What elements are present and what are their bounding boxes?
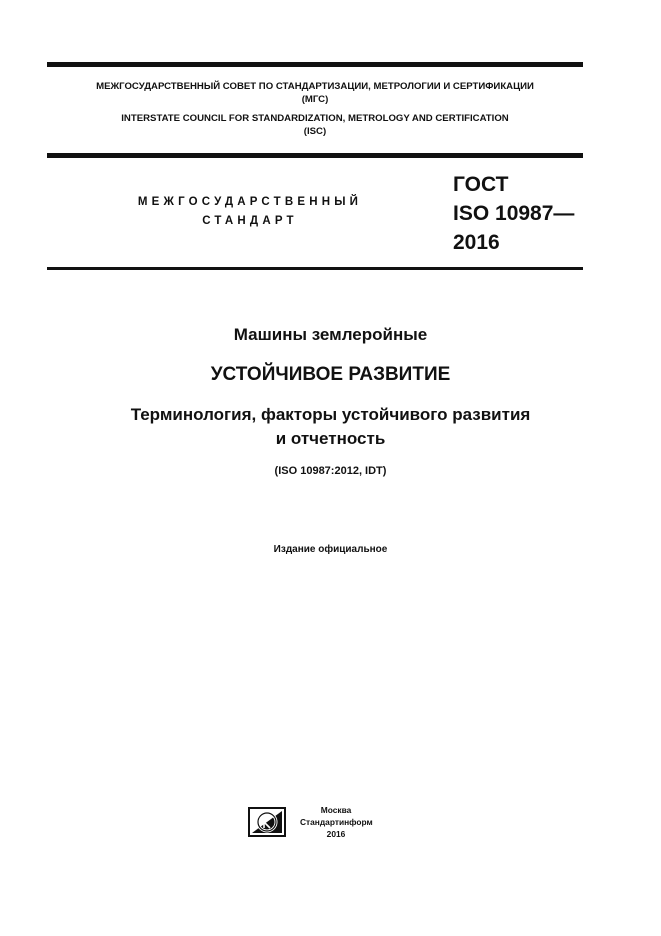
gost-designation: [453, 170, 574, 257]
publisher-name: Стандартинформ: [300, 817, 373, 827]
publisher-year: 2016: [326, 829, 346, 839]
title-line-terminology-a: Терминология, факторы устойчивого развития: [130, 405, 531, 424]
council-abbr-ru: (МГС): [301, 94, 329, 105]
title-line-sustainability: УСТОЙЧИВОЕ РАЗВИТИЕ: [210, 364, 451, 385]
title-line-machines: Машины землеройные: [233, 325, 428, 344]
standard-kind-line1: МЕЖГОСУДАРСТВЕННЫЙ: [137, 196, 363, 208]
council-name-en: INTERSTATE COUNCIL FOR STANDARDIZATION, METROLOGY AND CERTIFICATION: [121, 113, 509, 124]
council-abbr-en: (ISC): [303, 126, 327, 137]
gost-label: ГОСТ: [453, 173, 509, 196]
edition-note: Издание официальное: [273, 544, 388, 555]
publisher-city: Москва: [320, 805, 352, 815]
designation-bottom-rule: [47, 267, 583, 270]
iso-reference: (ISO 10987:2012, IDT): [274, 465, 387, 477]
publisher-info: [300, 804, 372, 840]
top-rule: [47, 62, 583, 67]
standard-kind-line2: СТАНДАРТ: [202, 215, 298, 227]
council-name-ru: МЕЖГОСУДАРСТВЕННЫЙ СОВЕТ ПО СТАНДАРТИЗАЦИИ, МЕТРОЛОГИИ И СЕРТИФИКАЦИИ: [96, 81, 534, 92]
gost-year: 2016: [453, 231, 500, 254]
title-line-terminology-b: и отчетность: [275, 429, 386, 448]
gost-number: ISO 10987—: [453, 202, 575, 225]
title-line-terminology: [40, 403, 621, 451]
standartinform-logo-icon: [248, 807, 286, 837]
header-bottom-rule: [47, 153, 583, 158]
